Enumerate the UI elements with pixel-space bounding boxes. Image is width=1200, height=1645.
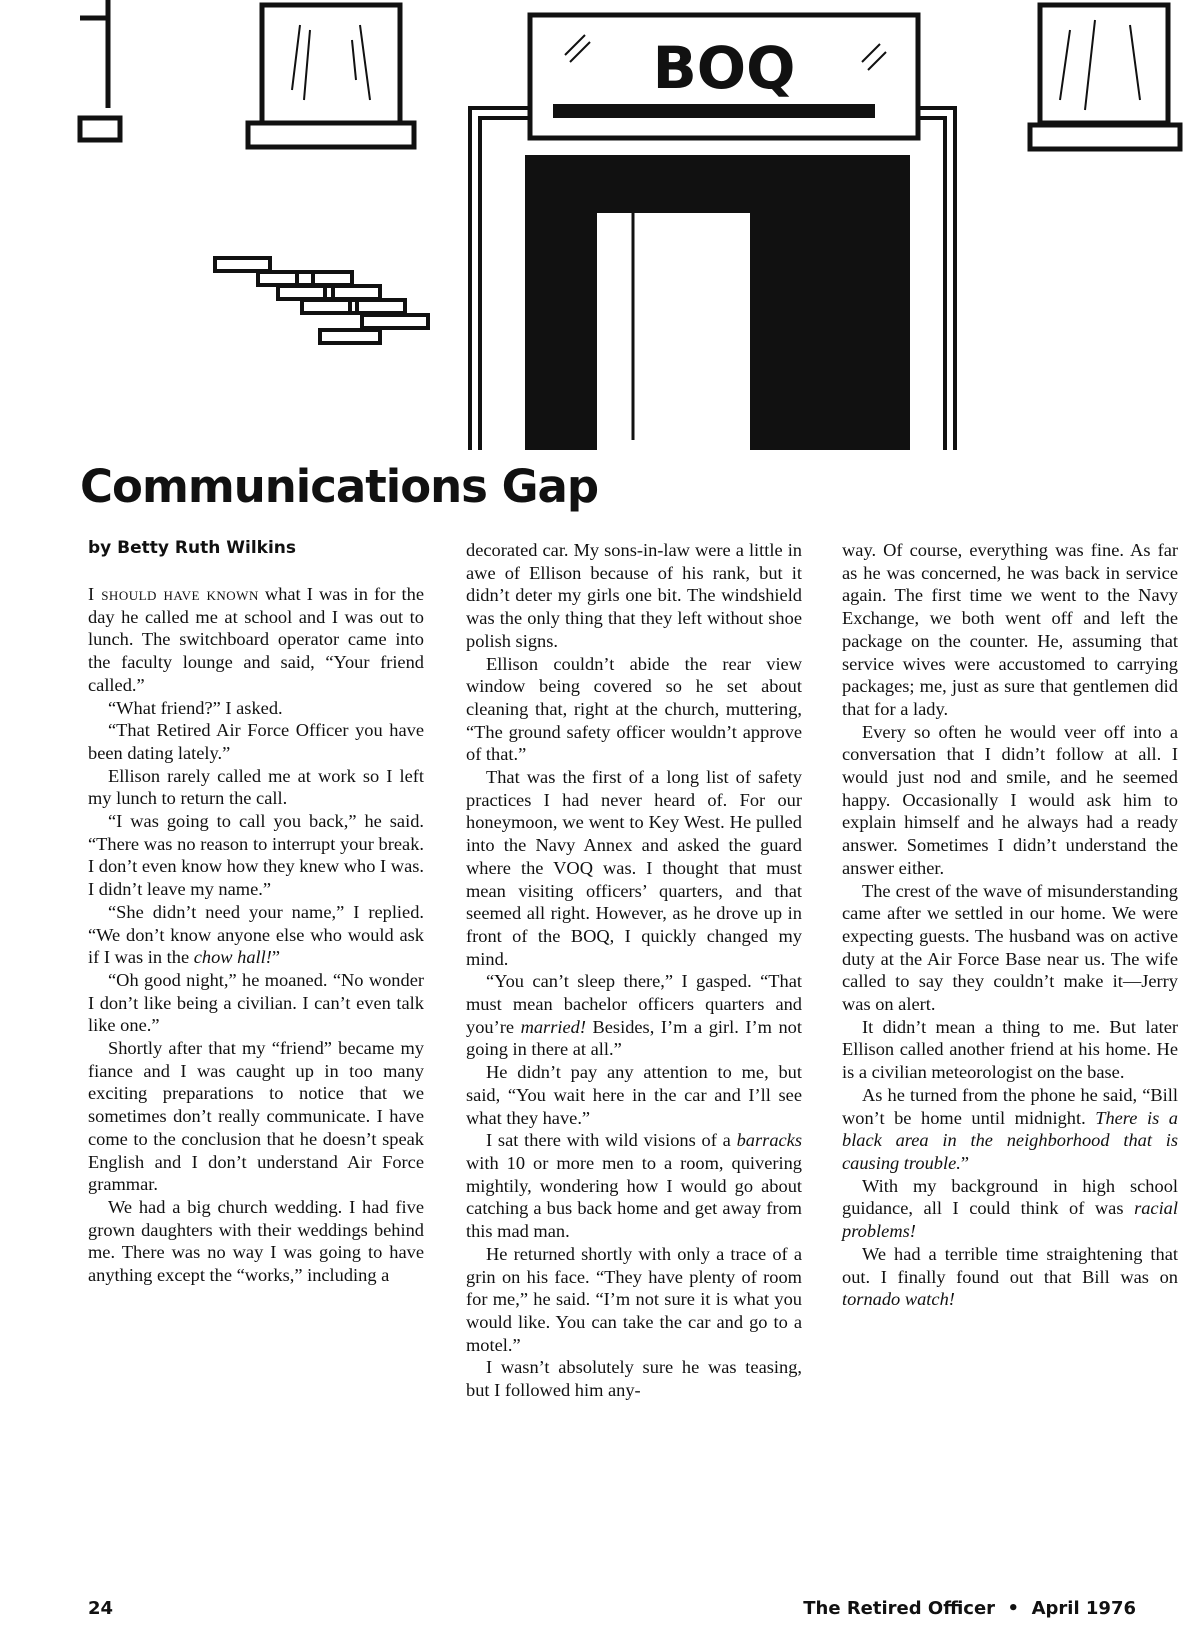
paragraph <box>88 901 424 969</box>
emphasis: barracks <box>736 1130 802 1151</box>
paragraph: That was the first of a long list of safety practices I had never heard of. For our honeymoon, we went to Key West. He pulled into the Navy Annex and asked the guard where the VOQ was. I thought that must mean visiting officers’ quarters, and that seemed all right. However, as he drove up in front of the BOQ, I quickly changed my mind. <box>466 767 802 969</box>
paragraph: Ellison couldn’t abide the rear view window being covered so he set about cleaning that, right at the church, muttering, “The ground safety officer wouldn’t approve of that.” <box>466 653 802 765</box>
paragraph: He didn’t pay any attention to me, but said, “You wait here in the car and I’ll see what they have.” <box>466 1062 802 1128</box>
paragraph <box>842 1175 1178 1243</box>
paragraph-text: ” <box>960 1152 970 1173</box>
emphasis: chow hall! <box>193 947 272 968</box>
article-column-2 <box>466 539 802 1402</box>
window-left <box>248 5 414 147</box>
left-window-edge <box>80 0 120 140</box>
article-column-3 <box>842 539 1178 1311</box>
paragraph-text: “She didn’t need your name,” I replied. “We don’t know anyone else who would ask if I was in the <box>88 901 424 968</box>
paragraph <box>842 1243 1178 1311</box>
paragraph: He returned shortly with only a trace of a grin on his face. “They have plenty of room for me,” he said. “I’m not sure it is what you would like. You can take the car and go to a motel.” <box>466 1243 802 1355</box>
paragraph-text: Besides, I’m a girl. I’m not going in there at all.” <box>466 1016 802 1060</box>
paragraph: “What friend?” I asked. <box>108 697 283 718</box>
window-right <box>1030 5 1180 149</box>
lead-in: I should have known <box>88 584 259 604</box>
header-illustration <box>0 0 1200 470</box>
paragraph <box>466 970 802 1061</box>
paragraph-text: with 10 or more men to a room, quivering mightily, wondering how I would go about catching a bus back home and get away from this mad man. <box>466 1152 802 1242</box>
paragraph: Shortly after that my “friend” became my fiance and I was caught up in too many exciting preparations to notice that we sometimes don’t really communicate. I have come to the conclusion that he doesn’t speak English and I don’t understand Air Force grammar. <box>88 1038 424 1195</box>
paragraph-text: With my background in high school guidance, all I could think of was <box>842 1175 1178 1219</box>
paragraph: Ellison rarely called me at work so I left my lunch to return the call. <box>88 765 424 809</box>
bricks <box>215 258 428 343</box>
paragraph: We had a big church wedding. I had five grown daughters with their weddings behind me. There was no way I was going to have anything except the “works,” including a <box>88 1196 424 1286</box>
emphasis: racial problems! <box>842 1198 1178 1242</box>
emphasis: There is a black area in the neighborhood that is causing trouble. <box>842 1107 1178 1173</box>
paragraph: I wasn’t absolutely sure he was teasing, but I followed him any- <box>466 1357 802 1401</box>
emphasis: married! <box>520 1016 586 1037</box>
emphasis: tornado watch! <box>842 1289 955 1310</box>
paragraph: The crest of the wave of misunderstanding came after we settled in our home. We were expecting guests. The husband was on active duty at the Air Force Base near us. The wife called to say they couldn’t make it—Jerry was on alert. <box>842 880 1178 1015</box>
paragraph <box>842 1084 1178 1175</box>
byline: by Betty Ruth Wilkins <box>88 538 297 558</box>
sign-text: BOQ <box>652 34 796 102</box>
paragraph: decorated car. My sons-in-law were a little in awe of Ellison because of his rank, but it didn’t deter my girls one bit. The windshield was the only thing that they left without shoe polish signs. <box>466 540 802 651</box>
article-column-1 <box>88 583 424 1287</box>
doorway <box>525 155 910 450</box>
page-number: 24 <box>88 1598 114 1619</box>
paragraph: “That Retired Air Force Officer you have been dating lately.” <box>88 720 424 763</box>
paragraph-text: ” <box>271 947 281 968</box>
paragraph-text: As he turned from the phone he said, “Bill won’t be home until midnight. <box>842 1084 1178 1128</box>
publication-line: The Retired Officer • April 1976 <box>803 1598 1136 1619</box>
paragraph: “Oh good night,” he moaned. “No wonder I don’t like being a civilian. I can’t even talk like one.” <box>88 969 424 1036</box>
paragraph-text: We had a terrible time straightening that out. I finally found out that Bill was on <box>842 1243 1178 1287</box>
paragraph: It didn’t mean a thing to me. But later Ellison called another friend at his home. He is a civilian meteorologist on the base. <box>842 1016 1178 1083</box>
article-title: Communications Gap <box>80 460 599 513</box>
paragraph <box>466 1129 802 1243</box>
paragraph: “I was going to call you back,” he said. “There was no reason to interrupt your break. I don’t even know how they knew who I was. I didn’t leave my name.” <box>88 811 424 900</box>
paragraph-text: I sat there with wild visions of a <box>486 1130 737 1151</box>
paragraph <box>88 583 424 697</box>
paragraph: way. Of course, everything was fine. As far as he was concerned, he was back in service again. The first time we went to the Navy Exchange, we both went off and left the package on the counter. He, assuming that service wives were accustomed to carrying packages; me, just as sure that gentlemen did that for a lady. <box>842 540 1178 719</box>
paragraph-text: “You can’t sleep there,” I gasped. “That must mean bachelor officers quarters and you’re <box>466 971 802 1037</box>
paragraph: Every so often he would veer off into a conversation that I didn’t follow at all. I would just nod and smile, and he seemed happy. Occasionally I would ask him to explain himself and he always had a ready answer. Sometimes I didn’t understand the answer either. <box>842 721 1178 878</box>
paragraph-text: what I was in for the day he called me at school and I was out to lunch. The switchboard operator came into the faculty lounge and said, “Your friend called.” <box>88 584 424 695</box>
